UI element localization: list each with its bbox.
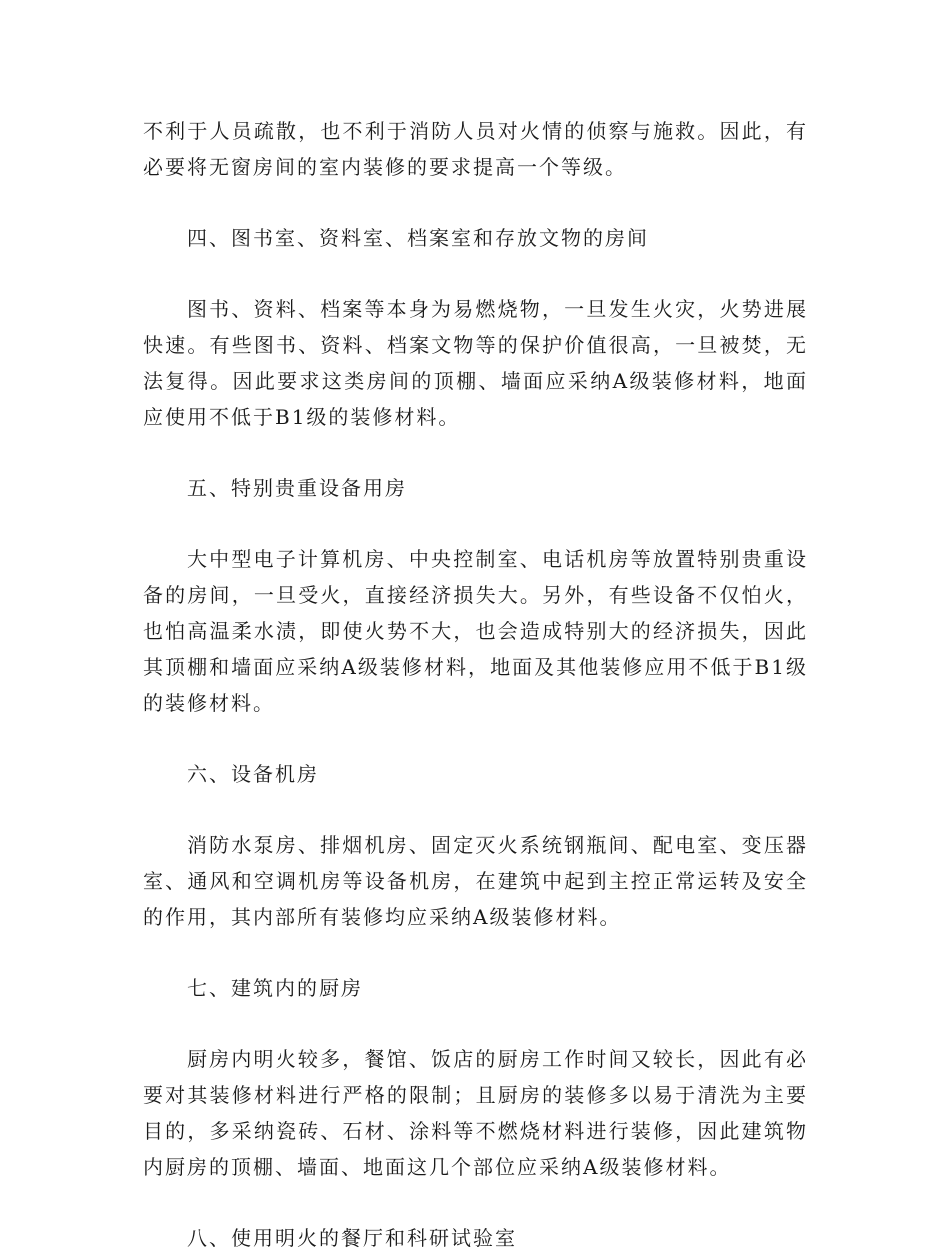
heading-valuable-equipment-rooms: 五、特别贵重设备用房: [187, 476, 407, 500]
heading-building-kitchens: 七、建筑内的厨房: [187, 976, 363, 1000]
paragraph-building-kitchens: 厨房内明火较多，餐馆、饭店的厨房工作时间又较长，因此有必要对其装修材料进行严格的限制；且厨房的装修多以易于清洗为主要目的，多采纳瓷砖、石材、涂料等不燃烧材料进行装修，因此建筑物内厨房的顶棚、墙面、地面这几个部位应采纳A级装修材料。: [143, 1047, 808, 1179]
heading-open-flame-restaurants-labs: 八、使用明火的餐厅和科研试验室: [187, 1226, 517, 1250]
paragraph-valuable-equipment-rooms: 大中型电子计算机房、中央控制室、电话机房等放置特别贵重设备的房间，一旦受火，直接经济损失大。另外，有些设备不仅怕火，也怕高温柔水渍，即使火势不大，也会造成特别大的经济损失，因此其顶棚和墙面应采纳A级装修材料，地面及其他装修应用不低于B1级的装修材料。: [143, 547, 808, 715]
heading-equipment-machine-rooms: 六、设备机房: [187, 762, 319, 786]
document-body: [143, 113, 808, 1256]
paragraph-windowless-rooms-cont: 不利于人员疏散，也不利于消防人员对火情的侦察与施救。因此，有必要将无窗房间的室内装修的要求提高一个等级。: [143, 119, 808, 179]
paragraph-library-archive-rooms: 图书、资料、档案等本身为易燃烧物，一旦发生火灾，火势进展快速。有些图书、资料、档案文物等的保护价值很高，一旦被焚，无法复得。因此要求这类房间的顶棚、墙面应采纳A级装修材料，地面应使用不低于B1级的装修材料。: [143, 297, 808, 429]
heading-library-archive-rooms: 四、图书室、资料室、档案室和存放文物的房间: [187, 226, 649, 250]
paragraph-equipment-machine-rooms: 消防水泵房、排烟机房、固定灭火系统钢瓶间、配电室、变压器室、通风和空调机房等设备机房，在建筑中起到主控正常运转及安全的作用，其内部所有装修均应采纳A级装修材料。: [143, 833, 808, 929]
